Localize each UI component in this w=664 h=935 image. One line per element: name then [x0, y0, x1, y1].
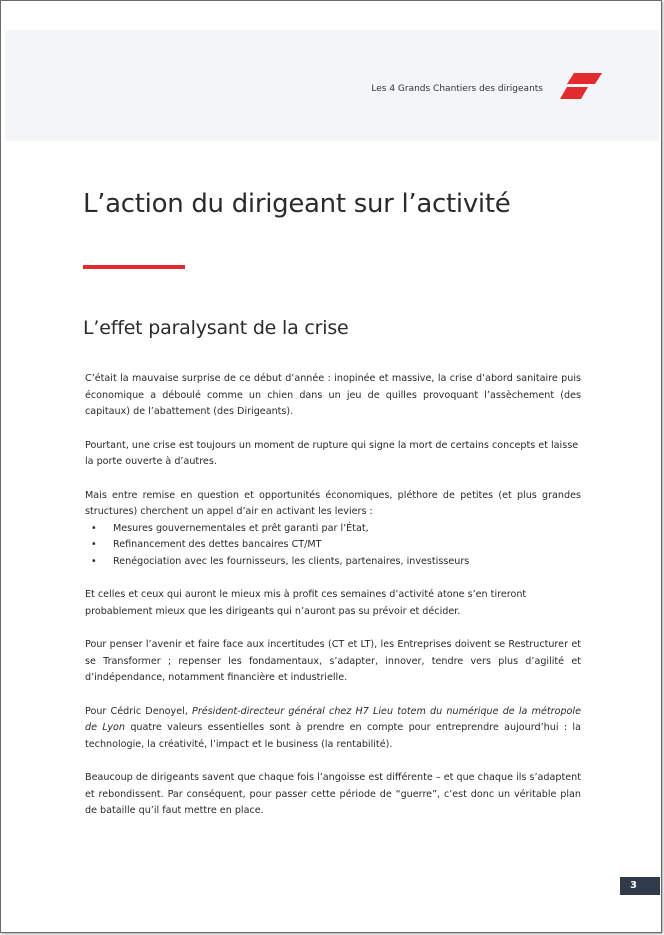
- body-text: [85, 371, 581, 837]
- paragraph-2: Pourtant, une crise est toujours un moment de rupture qui signe la mort de certains concepts et laisse la porte ouverte à d’autres.: [85, 439, 579, 467]
- logo-lower-stroke: [560, 87, 588, 99]
- header-title: Les 4 Grands Chantiers des dirigeants: [371, 84, 543, 94]
- bullet-icon: •: [91, 555, 97, 567]
- paragraph-7: Beaucoup de dirigeants savent que chaque fois l’angoisse est différente – et que chaque ils s’adaptent et rebondissent. Par conséquent, pour passer cette période de “guerre”, c’est donc un véritable plan de bataille qu’il faut mettre en place.: [85, 772, 581, 816]
- levers-list: [85, 521, 581, 571]
- list-item: • Mesures gouvernementales et prêt garanti par l’État,: [85, 521, 581, 538]
- title-accent-rule: [83, 265, 185, 269]
- logo-upper-stroke: [567, 73, 602, 84]
- paragraph-6: Pour Cédric Denoyel, Président-directeur général chez H7 Lieu totem du numérique de la métropole de Lyon quatre valeurs essentielles sont à prendre en compte pour entreprendre aujourd’hui : la technologie, la créativité, l’impact et le business (la rentabilité).: [85, 705, 581, 750]
- page-header: [5, 30, 659, 141]
- page-title: L’action du dirigeant sur l’activité: [83, 189, 511, 219]
- paragraph-1: C’était la mauvaise surprise de ce début d’année : inopinée et massive, la crise d’abord sanitaire puis économique a déboulé comme un chien dans un jeu de quilles provoquant l’assèchement (des capitaux) de l’abattement (des Dirigeants).: [85, 373, 581, 417]
- list-item: • Refinancement des dettes bancaires CT/MT: [85, 537, 581, 554]
- section-title: L’effet paralysant de la crise: [83, 317, 349, 339]
- list-item: • Renégociation avec les fournisseurs, les clients, partenaires, investisseurs: [85, 554, 581, 571]
- bullet-icon: •: [91, 522, 97, 534]
- page-number: 3: [620, 877, 660, 895]
- bullet-icon: •: [91, 539, 97, 550]
- brand-logo-icon: [560, 71, 602, 101]
- paragraph-3: Mais entre remise en question et opportunités économiques, pléthore de petites (et plus grandes structures) cherchent un appel d’air en activant les leviers :: [85, 489, 581, 517]
- quote-attribution: Président-directeur général chez H7 Lieu totem du numérique de la métropole de Lyon: [85, 705, 581, 733]
- paragraph-4: Et celles et ceux qui auront le mieux mis à profit ces semaines d’activité atone s’en tireront probablement mieux que les dirigeants qui n’auront pas su prévoir et décider.: [85, 589, 527, 617]
- paragraph-5: Pour penser l’avenir et faire face aux incertitudes (CT et LT), les Entreprises doivent se Restructurer et se Transformer ; repenser les fondamentaux, s’adapter, innover, tendre vers plus d’agilité et d’indépendance, notamment financière et industrielle.: [85, 639, 581, 683]
